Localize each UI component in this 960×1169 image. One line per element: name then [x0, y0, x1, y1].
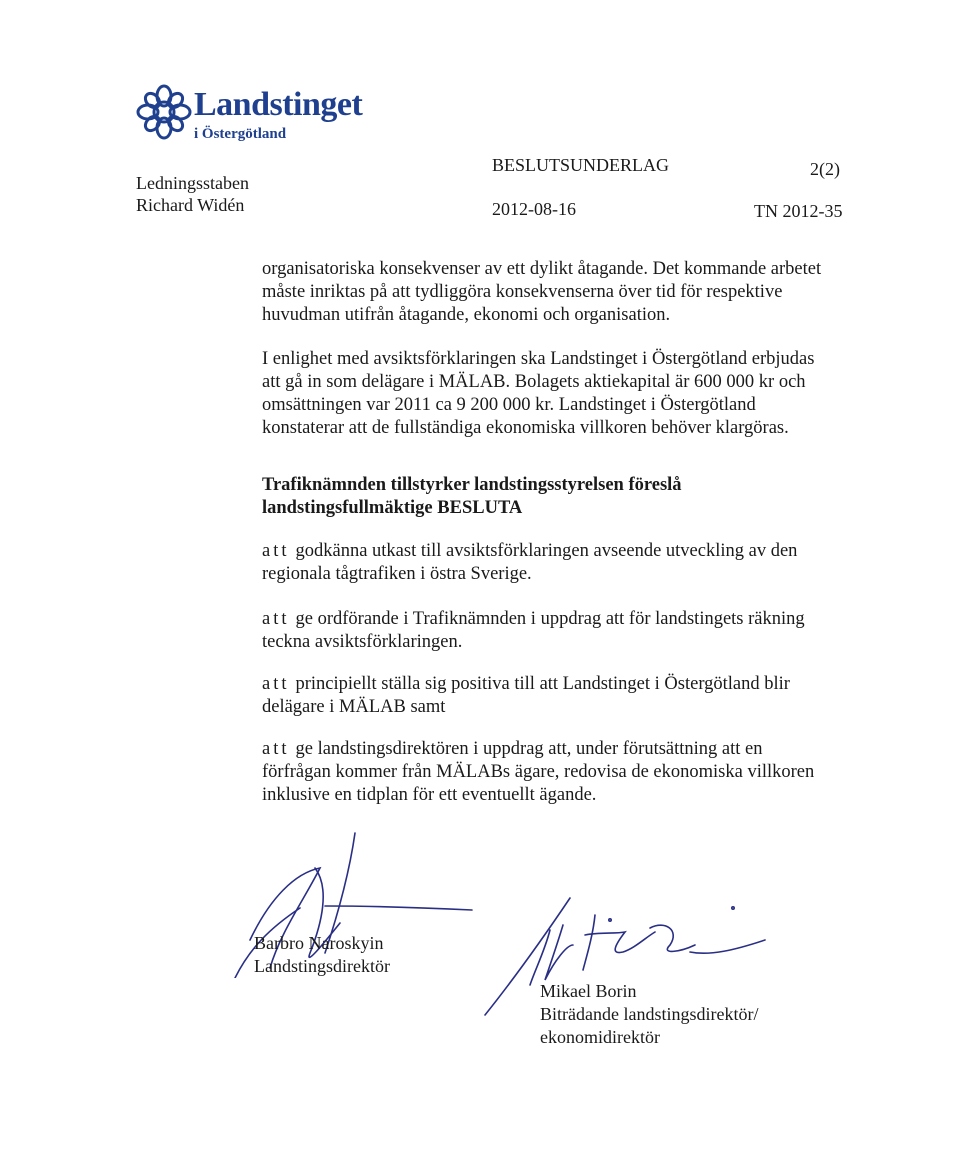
text-line: huvudman utifrån åtagande, ekonomi och organisation.: [262, 305, 671, 325]
decision-heading: [262, 474, 682, 520]
text-line: Trafiknämnden tillstyrker landstingsstyrelsen föreslå: [262, 475, 682, 495]
text-line: måste inriktas på att tydliggöra konsekvenserna över tid för respektive: [262, 282, 783, 302]
text-line: konstaterar att de fullständiga ekonomiska villkoren behöver klargöras.: [262, 418, 789, 438]
decision-item-3: [262, 673, 790, 719]
text-line: förfrågan kommer från MÄLABs ägare, redovisa de ekonomiska villkoren: [262, 762, 815, 782]
crest-icon: [136, 84, 192, 140]
text-line: landstingsfullmäktige BESLUTA: [262, 498, 523, 518]
text-line: ge ordförande i Trafiknämnden i uppdrag att för landstingets räkning: [295, 609, 805, 629]
page-number: 2(2): [810, 159, 840, 179]
reference-number: TN 2012-35: [754, 201, 843, 221]
text-line: I enlighet med avsiktsförklaringen ska Landstinget i Östergötland erbjudas: [262, 349, 815, 369]
signatory-name: Mikael Borin: [540, 981, 637, 1001]
document-date: 2012-08-16: [492, 199, 576, 219]
paragraph-ownership: [262, 348, 814, 440]
text-line: organisatoriska konsekvenser av ett dylikt åtagande. Det kommande arbetet: [262, 259, 822, 279]
signatory-title: Biträdande landstingsdirektör/: [540, 1004, 759, 1024]
att-label: att: [262, 674, 290, 694]
signatory-title: ekonomidirektör: [540, 1027, 660, 1047]
paragraph-consequences: [262, 258, 821, 327]
department: Ledningsstaben: [136, 173, 249, 193]
att-label: att: [262, 609, 290, 629]
decision-item-4: [262, 738, 814, 807]
text-line: godkänna utkast till avsiktsförklaringen avseende utveckling av den: [295, 541, 798, 561]
att-label: att: [262, 541, 290, 561]
logo-name: Landstinget: [194, 86, 363, 123]
signatory-right: [540, 980, 758, 1049]
text-line: inklusive en tidplan för ett eventuellt ägande.: [262, 785, 597, 805]
text-line: regionala tågtrafiken i östra Sverige.: [262, 564, 532, 584]
document-type: BESLUTSUNDERLAG: [492, 155, 670, 175]
text-line: att gå in som delägare i MÄLAB. Bolagets aktiekapital är 600 000 kr och: [262, 372, 806, 392]
signatory-name: Barbro Naroskyin: [254, 933, 384, 953]
text-line: omsättningen var 2011 ca 9 200 000 kr. Landstinget i Östergötland: [262, 395, 756, 415]
text-line: ge landstingsdirektören i uppdrag att, under förutsättning att en: [295, 739, 763, 759]
author: Richard Widén: [136, 195, 245, 215]
signatory-left: [254, 932, 390, 978]
decision-item-2: [262, 608, 805, 654]
text-line: principiellt ställa sig positiva till att Landstinget i Östergötland blir: [295, 674, 790, 694]
decision-item-1: [262, 540, 797, 586]
logo-subtitle: i Östergötland: [194, 126, 287, 142]
att-label: att: [262, 739, 290, 759]
text-line: delägare i MÄLAB samt: [262, 697, 446, 717]
signatory-title: Landstingsdirektör: [254, 956, 390, 976]
text-line: teckna avsiktsförklaringen.: [262, 632, 463, 652]
